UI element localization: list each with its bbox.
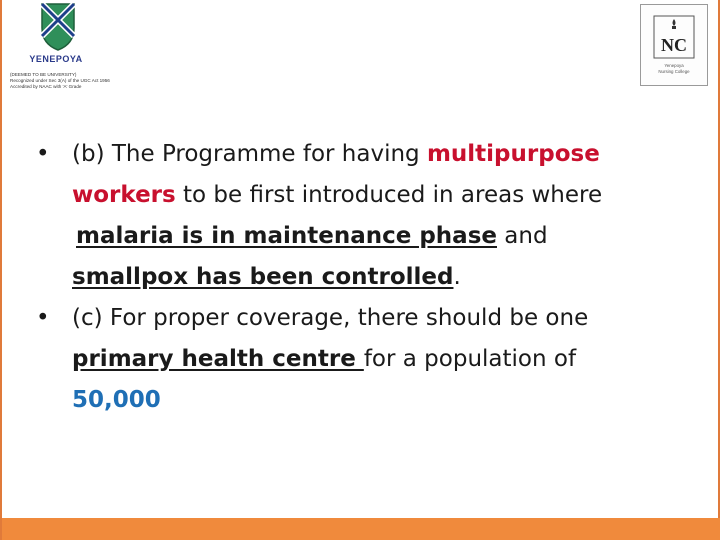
university-crest-icon bbox=[40, 2, 76, 52]
slide-content bbox=[32, 134, 682, 421]
logo-subtitle: (DEEMED TO BE UNIVERSITY) Recognized under Sec 3(A) of the UGC Act 1956 Accredited by NAAC with 'A' Grade bbox=[10, 72, 110, 89]
logo-name: YENEPOYA bbox=[29, 54, 83, 64]
highlight-multipurpose: multipurpose bbox=[426, 141, 600, 167]
college-name: Yenepoya Nursing College bbox=[658, 63, 690, 74]
bullet-c bbox=[32, 298, 682, 421]
bullet-line: workers to be first introduced in areas where bbox=[72, 182, 603, 208]
bullet-marker: • bbox=[36, 305, 50, 331]
svg-text:NC: NC bbox=[661, 35, 687, 55]
bullet-line: primary health centre for a population of bbox=[72, 346, 577, 372]
nursing-college-logo bbox=[640, 4, 708, 86]
underline-phc: primary health centre bbox=[72, 346, 364, 372]
bullet-line bbox=[72, 380, 682, 421]
college-emblem-icon bbox=[653, 15, 695, 59]
underline-malaria-phase: malaria is in maintenance phase bbox=[76, 223, 497, 249]
bullet-line: malaria is in maintenance phase and bbox=[76, 223, 548, 249]
bullet-line: (b) The Programme for having multipurpose bbox=[72, 141, 600, 167]
bullet-marker: • bbox=[36, 141, 50, 167]
bullet-line: smallpox has been controlled. bbox=[72, 264, 461, 290]
bullet-line: (c) For proper coverage, there should be one bbox=[72, 305, 589, 331]
highlight-population: 50,000 bbox=[72, 387, 161, 413]
bullet-b bbox=[32, 134, 682, 298]
yenepoya-logo bbox=[8, 2, 128, 98]
highlight-workers: workers bbox=[72, 182, 176, 208]
underline-smallpox: smallpox has been controlled bbox=[72, 264, 454, 290]
footer-accent-bar bbox=[2, 518, 720, 540]
